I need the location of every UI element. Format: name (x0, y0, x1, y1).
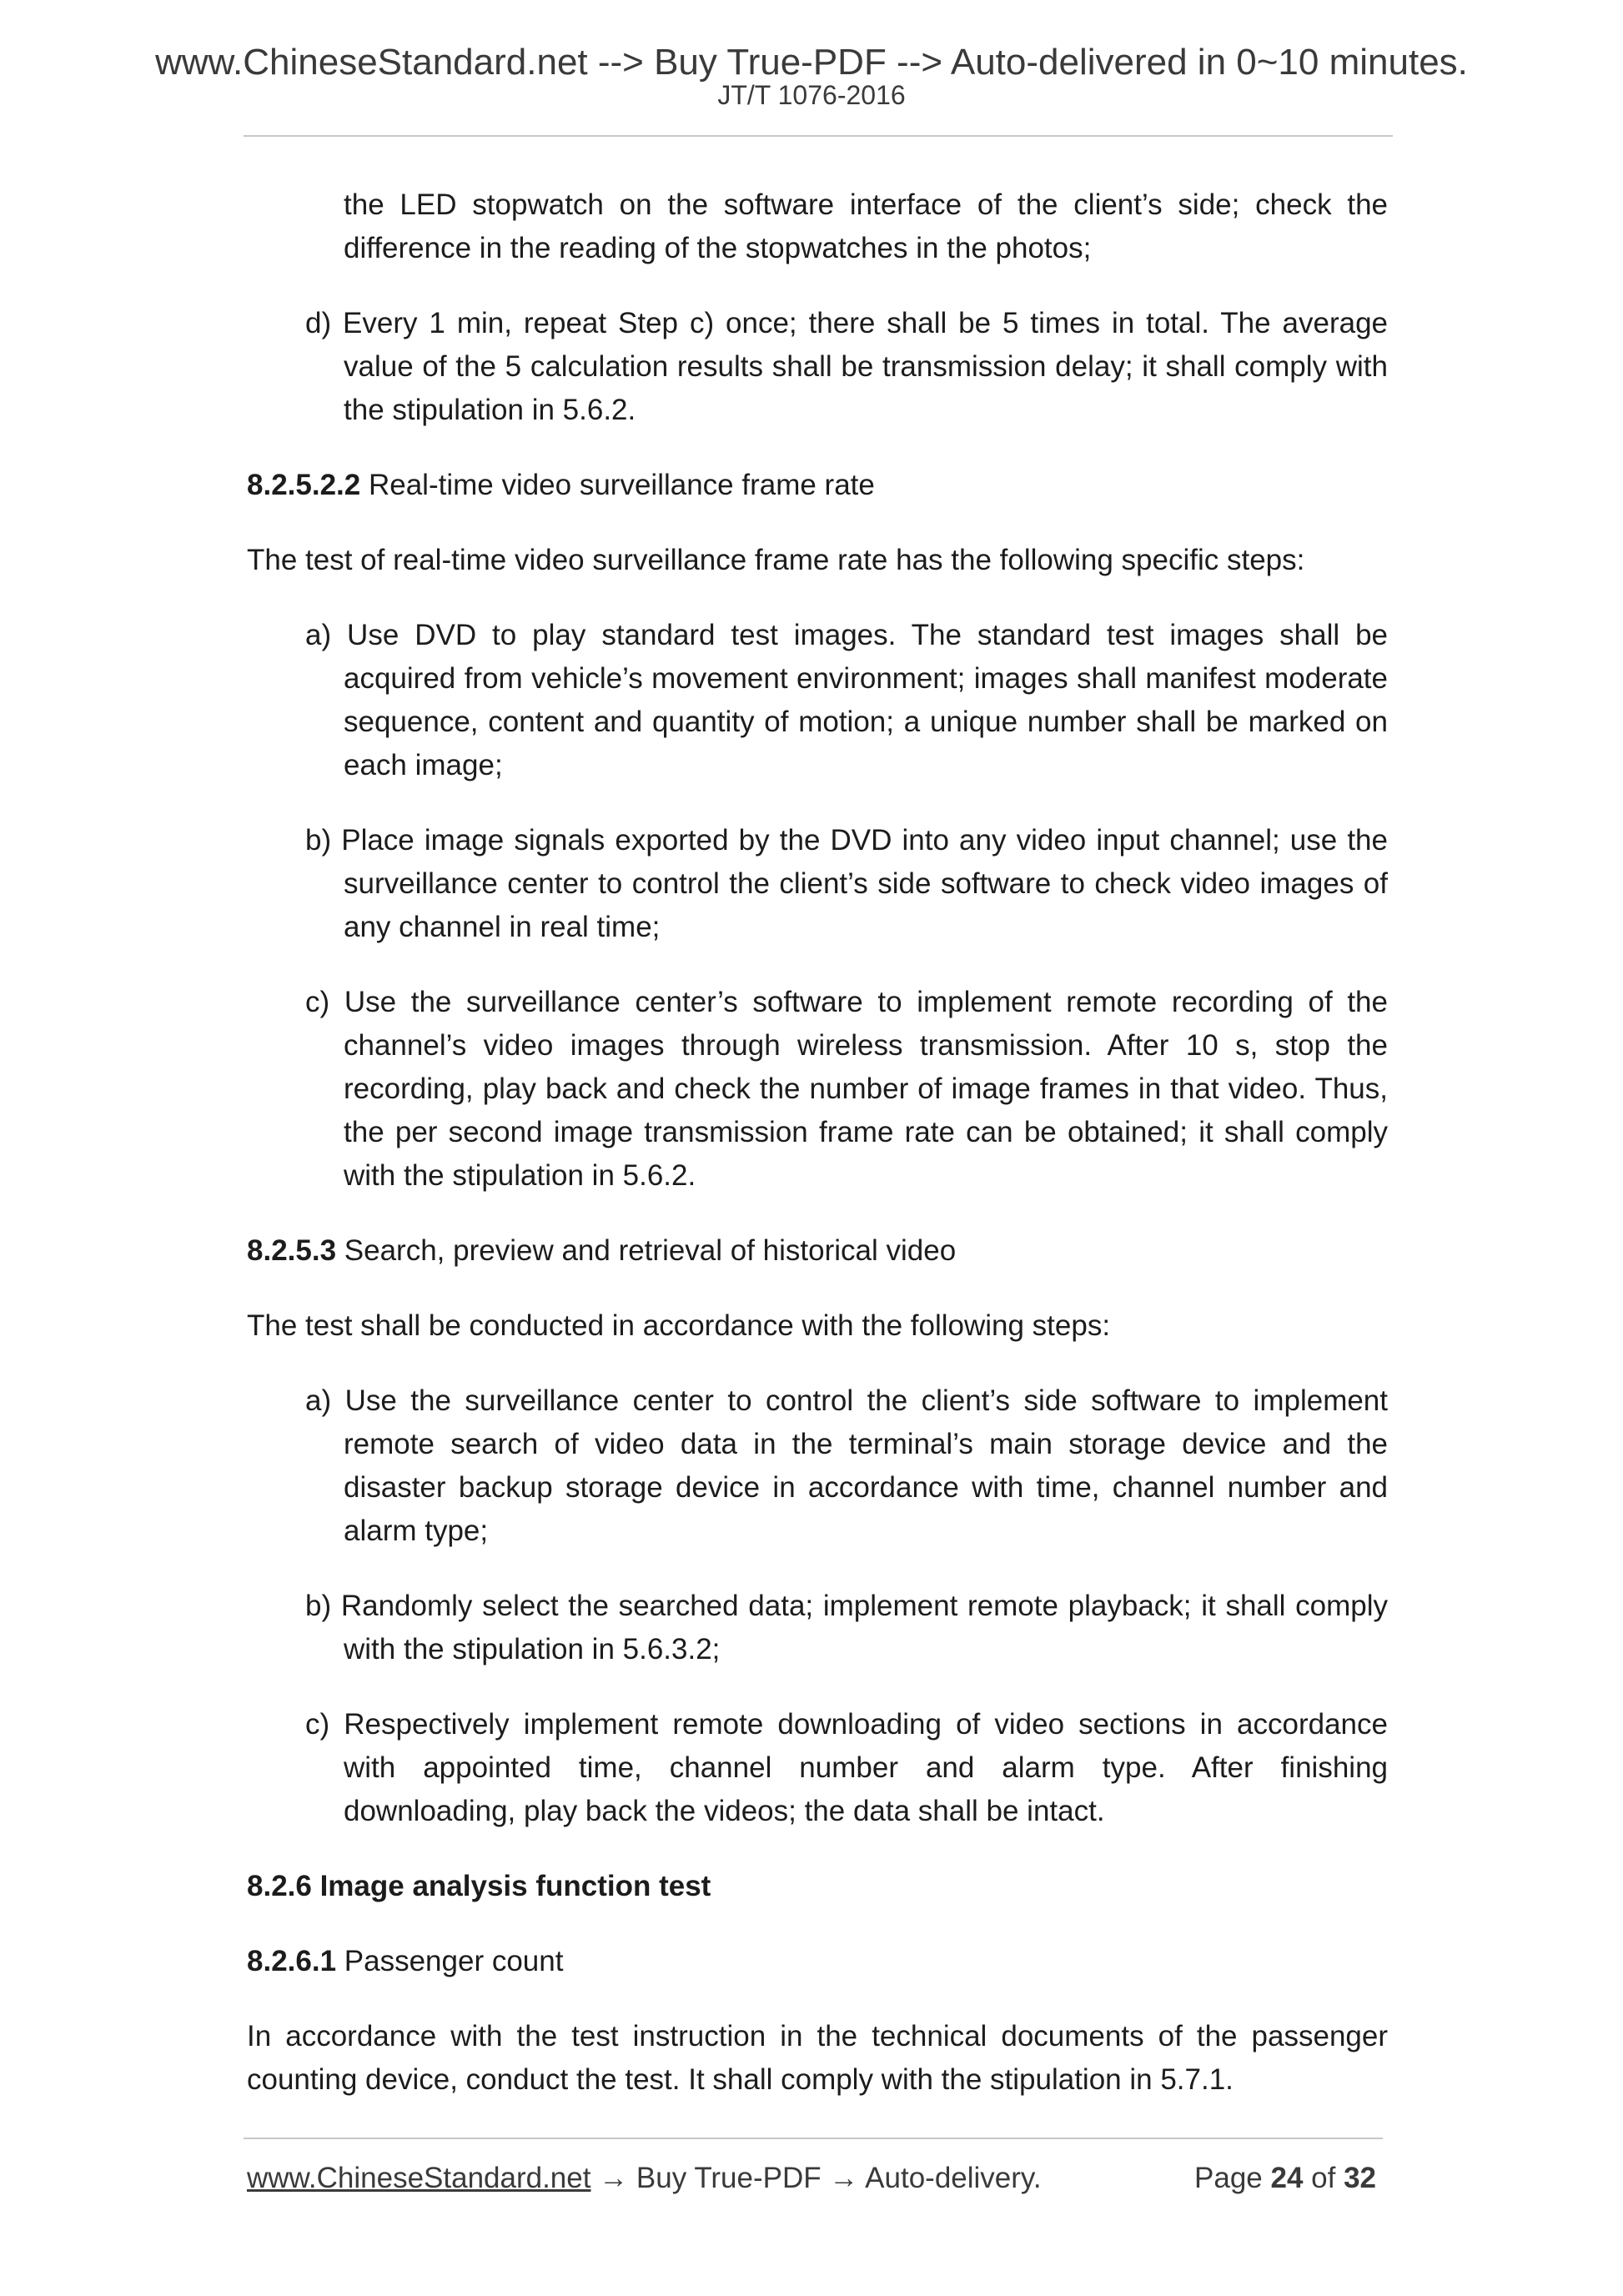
total-pages: 32 (1344, 2162, 1376, 2194)
of-label: of (1303, 2162, 1344, 2194)
list-item-c: c) Use the surveillance center’s software to implement remote recording of the channel’s video images through wireless transmission. After 10 s, stop the recording, play back and check the number of image frames in that video. Thus, the per second image transmission frame rate can be obtained; it shall comply with the stipulation in 5.6.2. (305, 986, 1388, 1192)
page-number (1194, 2160, 1376, 2197)
list-item-b: b) Place image signals exported by the DVD into any video input channel; use the surveillance center to control the client’s side software to check video images of any channel in real time; (305, 824, 1388, 943)
list-item-a: a) Use the surveillance center to control the client’s side software to implement remote search of video data in the terminal’s main storage device and the disaster backup storage device in accordance with time, channel number and alarm type; (305, 1384, 1388, 1547)
footer-divider (244, 2138, 1383, 2139)
continued-list-item: the LED stopwatch on the software interface of the client’s side; check the difference in the reading of the stopwatches in the photos; (344, 188, 1388, 264)
section-number: 8.2.5.2.2 (247, 469, 361, 501)
footer-link[interactable]: www.ChineseStandard.net (247, 2162, 591, 2194)
section-number: 8.2.5.3 (247, 1234, 337, 1267)
paragraph-passenger-count: In accordance with the test instruction in the technical documents of the passenger counting device, conduct the test. It shall comply with the stipulation in 5.7.1. (247, 2020, 1388, 2096)
footer-source (247, 2160, 1042, 2197)
list-item-b: b) Randomly select the searched data; implement remote playback; it shall comply with the stipulation in 5.6.3.2; (305, 1590, 1388, 1665)
list-item-d: d) Every 1 min, repeat Step c) once; there shall be 5 times in total. The average value of the 5 calculation results shall be transmission delay; it shall comply with the stipulation in 5.6.2. (305, 307, 1388, 426)
section-heading-8-2-6: 8.2.6 Image analysis function test (247, 1870, 711, 1902)
section-title: Passenger count (336, 1945, 564, 1977)
page-label: Page (1194, 2162, 1271, 2194)
list-item-c: c) Respectively implement remote downloading of video sections in accordance with appointed time, channel number and alarm type. After finishing downloading, play back the videos; the data shall be intact. (305, 1708, 1388, 1827)
header-divider (244, 135, 1393, 137)
section-heading-8-2-5-2-2 (247, 464, 1388, 507)
page-content (247, 183, 1388, 2133)
section-title: Search, preview and retrieval of historical video (336, 1234, 957, 1267)
paragraph-frame-rate-intro: The test of real-time video surveillance frame rate has the following specific steps: (247, 544, 1305, 576)
footer-link-suffix: → Buy True-PDF → Auto-delivery. (590, 2162, 1042, 2194)
document-id: JT/T 1076-2016 (717, 80, 906, 110)
source-banner: www.ChineseStandard.net --> Buy True-PDF --> Auto-delivered in 0~10 minutes. (155, 42, 1468, 83)
section-title: Real-time video surveillance frame rate (360, 469, 875, 501)
current-page: 24 (1270, 2162, 1304, 2194)
section-heading-8-2-5-3 (247, 1229, 1388, 1273)
list-item-a: a) Use DVD to play standard test images. The standard test images shall be acquired from vehicle’s movement environment; images shall manifest moderate sequence, content and quantity of motion; a unique number shall be marked on each image; (305, 619, 1388, 781)
section-number: 8.2.6.1 (247, 1945, 337, 1977)
section-heading-8-2-6-1 (247, 1940, 1388, 1983)
paragraph-search-intro: The test shall be conducted in accordance with the following steps: (247, 1309, 1111, 1342)
